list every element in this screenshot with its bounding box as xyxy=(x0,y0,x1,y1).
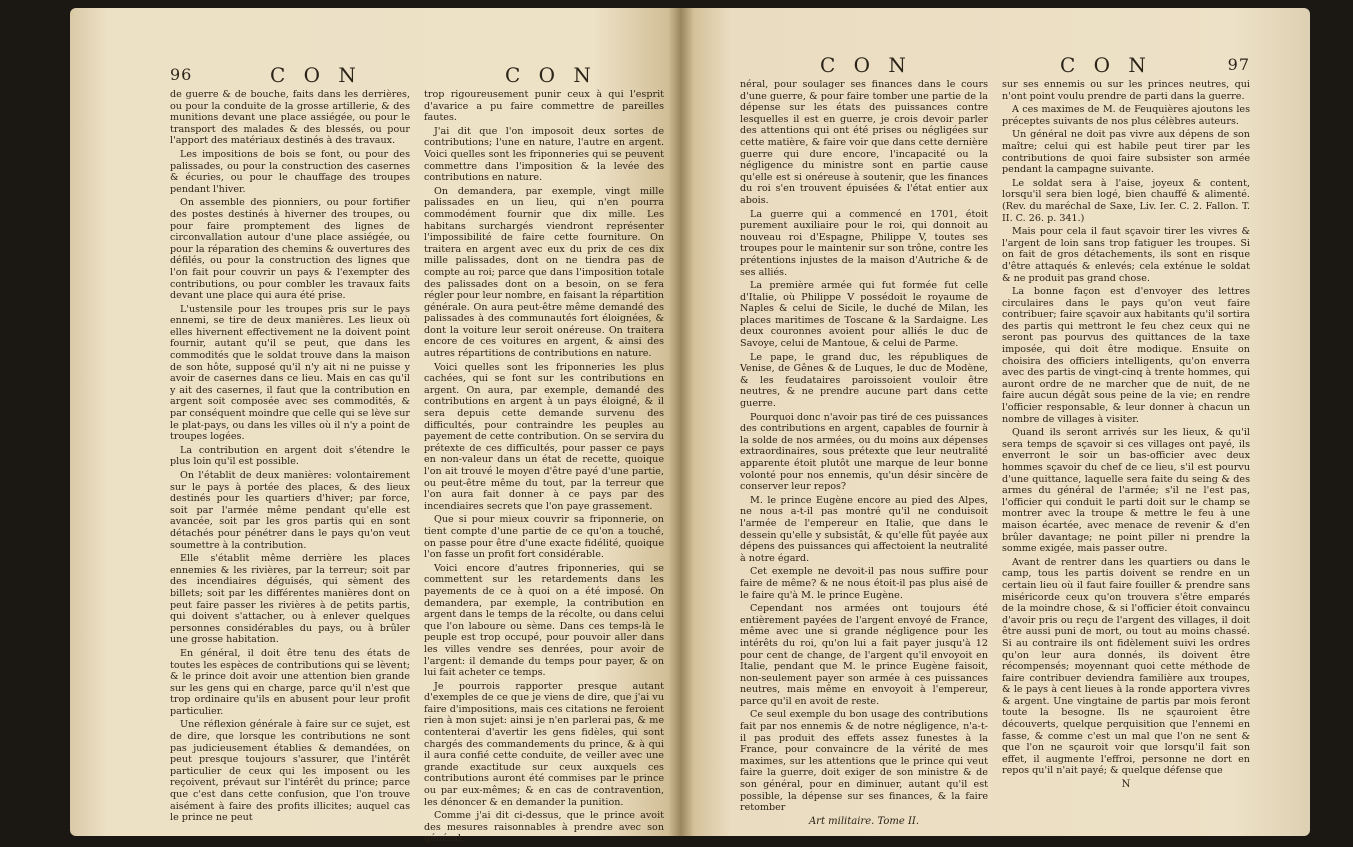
paragraph: Avant de rentrer dans les quartiers ou dans le camp, tous les partis doivent se rendre en un certain lieu où il faut faire fouiller & prendre sans miséricorde ceux qu'on trouvera s'être emparés de la moindre chose, & si l'officier étoit convaincu d'avoir pris ou reçu de l'argent des villages, il doit être aussi puni de mort, ou tout au moins chassé. Si au contraire ils ont fidèlement suivi les ordres qu'on leur aura donnés, ils doivent être récompensés; moyennant quoi cette méthode de faire contribuer deviendra familière aux troupes, & le pays à cent lieues à la ronde apportera vivres & argent. Une vingtaine de partis par mois feront toute la besogne. Ils ne sçauroient être découverts, quelque perquisition que l'ennemi en fasse, & comme c'est un mal que l'on ne sent & que l'on ne sçauroit voir que lorsqu'il fait son effet, il augmente l'effroi, personne ne dort en repos qu'il n'ait payé; & quelque défense que xyxy=(1002,556,1250,777)
left-running-head xyxy=(170,63,664,89)
paragraph: Comme j'ai dit ci-dessus, que le prince avoit des mesures raisonnables à prendre avec son général, xyxy=(424,810,664,845)
paragraph: M. le prince Eugène encore au pied des Alpes, ne nous a-t-il pas montré qu'il ne conduisoit l'armée de l'empereur en Italie, que dans le dessein qu'elle y subsistât, & qu'elle fût payée aux dépens des puissances qui affectoient la neutralité à notre égard. xyxy=(740,494,988,564)
paragraph: La première armée qui fut formée fut celle d'Italie, où Philippe V possédoit le royaume de Naples & celui de Sicile, le duché de Milan, les places maritimes de Toscane & la Sardaigne. Les deux couronnes avoient pour alliés le duc de Savoye, celui de Mantoue, & celui de Parme. xyxy=(740,280,988,350)
paragraph: néral, pour soulager ses finances dans le cours d'une guerre, & pour faire tomber une partie de la dépense sur les états des puissances contre lesquelles il est en guerre, je crois devoir parler des attentions qui ont été prises ou négligées sur cette matière, & faire voir que dans cette dernière guerre qui dure encore, l'incapacité ou la négligence du ministre sont en partie cause qu'elle est si onéreuse à soutenir, que les finances du roi s'en trouvent épuisées & l'état entier aux abois. xyxy=(740,79,988,206)
paragraph: Mais pour cela il faut sçavoir tirer les vivres & l'argent de loin sans trop fatiguer les troupes. Si on fait de gros détachements, ils sont en risque d'être attaqués & enlevés; cela exténue le soldat & ne produit pas grand chose. xyxy=(1002,226,1250,284)
paragraph: Pourquoi donc n'avoir pas tiré de ces puissances des contributions en argent, capables de fournir à la solde de nos armées, ou du moins aux dépenses extraordinaires, sous prétexte que leur neutralité apparente étoit plutôt une marque de leur bonne volonté pour nos ennemis, qu'un désir sincère de conserver leur repos? xyxy=(740,411,988,493)
paragraph: Elle s'établit même derrière les places ennemies & les rivières, par la terreur; soit par des incendiaires déguisés, qui sèment des billets; soit par les différentes manières dont on peut faire passer les rivières à de petits partis, qui doivent s'attacher, ou à enlever quelques personnes considérables du pays, ou à brûler une grosse habitation. xyxy=(170,553,410,646)
left-column-1 xyxy=(170,89,410,847)
left-column-2 xyxy=(424,89,664,847)
left-page xyxy=(70,8,680,845)
paragraph: Cependant nos armées ont toujours été entièrement payées de l'argent envoyé de France, même avec une si grande négligence pour les intérêts du roi, qu'on lui a fait payer jusqu'à 12 pour cent de change, de l'argent qu'il envoyoit en Italie, pendant que M. le prince Eugène faisoit, non-seulement payer son armée à ces puissances neutres, mais même en envoyoit à l'empereur, parce qu'il en avoit de reste. xyxy=(740,603,988,707)
paragraph: On l'établit de deux manières: volontairement sur le pays à portée des places, & des lieux destinés pour les quartiers d'hiver; par force, soit par l'armée même pendant qu'elle est avancée, soit par les gros partis qui en sont détachés pour pénétrer dans le pays qu'on veut soumettre à la contribution. xyxy=(170,470,410,551)
paragraph: La guerre qui a commencé en 1701, étoit purement auxiliaire pour le roi, qui donnoit au nouveau roi d'Espagne, Philippe V, toutes ses troupes pour le maintenir sur son trône, contre les prétentions injustes de la maison d'Autriche & de ses alliés. xyxy=(740,208,988,278)
right-head-word-1: C O N xyxy=(820,53,912,77)
paragraph: Voici encore d'autres friponneries, qui se commettent sur les retardements dans les payements de ce à quoi on a été imposé. On demandera, par exemple, la contribution en argent dans le temps de la récolte, ou dans celui que l'on laboure ou sème. Dans ces temps-là le peuple est trop occupé, pour pouvoir aller dans les villes vendre ses denrées, pour avoir de l'argent: il demande du temps pour payer, & on lui fait acheter ce temps. xyxy=(424,562,664,679)
left-head-word-1: C O N xyxy=(270,63,362,87)
paragraph: Un général ne doit pas vivre aux dépens de son maître; celui qui est habile peut tirer par les contributions de quoi faire subsister son armée pendant la campagne suivante. xyxy=(1002,129,1250,176)
paragraph: de guerre & de bouche, faits dans les derrières, ou pour la conduite de la grosse artillerie, & des munitions devant une place assiégée, ou pour le transport des malades & des blessés, ou pour l'apport des matériaux destinés à des travaux. xyxy=(170,89,410,147)
gutter-shadow xyxy=(668,8,694,836)
paragraph: trop rigoureusement punir ceux à qui l'esprit d'avarice a pu faire commettre de pareilles fautes. xyxy=(424,89,664,124)
paragraph: Que si pour mieux couvrir sa friponnerie, on tient compte d'une partie de ce qu'on a touché, on passe pour être d'une exacte fidélité, quoique l'on fasse un profit fort considérable. xyxy=(424,514,664,561)
footer-title: Art militaire. Tome II. xyxy=(808,815,920,827)
right-running-head xyxy=(740,53,1250,79)
paragraph: On assemble des pionniers, ou pour fortifier des postes destinés à hiverner des troupes, ou pour faire promptement des lignes de circonvallation autour d'une place assiégée, ou pour la réparation des chemins & ouvertures des défilés, ou pour la construction des lignes que l'on fait pour couvrir un pays & l'exempter des contributions, ou pour combler les travaux faits devant une place qui aura été prise. xyxy=(170,197,410,302)
right-head-word-2: C O N xyxy=(1060,53,1152,77)
paragraph: La bonne façon est d'envoyer des lettres circulaires dans le pays qu'on veut faire contribuer; faire sçavoir aux habitants qu'il sortira des partis qui mettront le feu chez ceux qui ne seront pas pourvus des quittances de la taxe imposée, qui doit être modique. Ensuite on choisira des officiers intelligents, qu'on enverra avec des partis de vingt-cinq à trente hommes, qui auront ordre de ne marcher que de nuit, de ne faire aucun dégât sous peine de la vie; en rendre l'officier responsable, & leur donner à chacun un nombre de villages à visiter. xyxy=(1002,286,1250,425)
paragraph: Une réflexion générale à faire sur ce sujet, est de dire, que lorsque les contributions ne sont pas judicieusement établies & demandées, on peut presque toujours s'assurer, que l'intérêt particulier de ceux qui les imposent ou les reçoivent, prévaut sur l'intérêt du prince; parce que c'est dans cette confusion, que l'on trouve aisément à faire des profits illicites; auquel cas le prince ne peut xyxy=(170,719,410,824)
open-book xyxy=(70,8,1310,845)
paragraph: Ce seul exemple du bon usage des contributions fait par nos ennemis & de notre négligence, n'a-t-il pas produit des effets assez funestes à la France, pour convaincre de la vérité de mes maximes, sur les attentions que le prince qui veut faire la guerre, doit exiger de son ministre & de son général, pour en diminuer, autant qu'il est possible, la dépense sur ses finances, & la faire retomber xyxy=(740,709,988,814)
left-head-word-2: C O N xyxy=(505,63,597,87)
paragraph: La contribution en argent doit s'étendre le plus loin qu'il est possible. xyxy=(170,444,410,468)
right-column-2-wrap xyxy=(1002,79,1250,827)
paragraph: J'ai dit que l'on imposoit deux sortes de contributions; l'une en nature, l'autre en argent. Voici quelles sont les friponneries qui se peuvent commettre dans l'imposition & la levée des contributions en nature. xyxy=(424,125,664,184)
right-column-1 xyxy=(740,79,988,814)
paragraph: Le pape, le grand duc, les républiques de Venise, de Gênes & de Luques, le duc de Modène, & les feudataires paroissoient vouloir être neutres, & ne prendre aucune part dans cette guerre. xyxy=(740,351,988,410)
right-page-number: 97 xyxy=(1227,55,1250,74)
paragraph: On demandera, par exemple, vingt mille palissades en un lieu, qui n'en pourra commodément fournir que dix mille. Les habitans surchargés viendront représenter l'impossibilité de faire cette fourniture. On traitera en argent avec eux du prix de ces dix mille palissades, dont on ne tiendra pas de compte au roi; parce que dans l'imposition totale des palissades dont on a besoin, on se fera régler pour leur nombre, en faisant la répartition générale. On aura peut-être même demandé des palissades à des communautés fort éloignées, & dont la voiture leur seroit onéreuse. On traitera encore de ces voitures en argent, & ainsi des autres répartitions de contributions en nature. xyxy=(424,185,664,360)
paragraph: Cet exemple ne devoit-il pas nous suffire pour faire de même? & ne nous étoit-il pas plus aisé de le faire qu'à M. le prince Eugène. xyxy=(740,566,988,601)
right-page xyxy=(680,8,1310,836)
paragraph: Quand ils seront arrivés sur les lieux, & qu'il sera temps de sçavoir si ces villages ont payé, ils enverront le soir un bas-officier avec deux hommes sçavoir du chef de ce lieu, s'il est pourvu d'une quittance, laquelle sera faite du seing & des armes du général de l'armée; s'il ne l'est pas, l'officier qui conduit le parti doit sur le champ se montrer avec la troupe & mettre le feu à une maison écartée, avec menace de revenir & d'en brûler davantage; ne point piller ni prendre la somme exigée, mais passer outre. xyxy=(1002,427,1250,555)
paragraph: Les impositions de bois se font, ou pour des palissades, ou pour la construction des casernes & écuries, ou pour le chauffage des troupes pendant l'hiver. xyxy=(170,148,410,195)
left-page-number: 96 xyxy=(170,65,193,84)
paragraph: Le soldat sera à l'aise, joyeux & content, lorsqu'il sera bien logé, bien chauffé & alimenté. (Rev. du maréchal de Saxe, Liv. Ier. C. 2. Fallon. T. II. C. 26. p. 341.) xyxy=(1002,177,1250,224)
paragraph: sur ses ennemis ou sur les princes neutres, qui n'ont point voulu prendre de parti dans la guerre. xyxy=(1002,79,1250,102)
paragraph: Voici quelles sont les friponneries les plus cachées, qui se font sur les contributions en argent. On aura, par exemple, demandé des contributions en argent à un pays éloigné, & il sera depuis cette demande survenu des difficultés, pour contraindre les peuples au payement de cette contribution. On se servira du prétexte de ces difficultés, pour passer ce pays en non-valeur dans un état de recette, quoique l'on ait trouvé le moyen d'être payé d'une partie, ou peut-être même du tout, par la terreur que l'on aura fait donner à ce pays par des incendiaires secrets que l'on paye grassement. xyxy=(424,361,664,512)
paragraph: Je pourrois rapporter presque autant d'exemples de ce que je viens de dire, que j'ai vu faire d'impositions, mais ces citations ne feroient rien à mon sujet: ainsi je n'en parlerai pas, & me contenterai d'avertir les gens fidèles, qui sont chargés des commandements du prince, & à qui il aura confié cette conduite, de veiller avec une grande exactitude sur ceux auxquels ces contributions auront été commises par le prince ou par eux-mêmes; & en cas de contravention, les dénoncer & en demander la punition. xyxy=(424,680,664,808)
signature-mark: N xyxy=(1121,779,1131,791)
right-column-2 xyxy=(1002,79,1250,777)
paragraph: En général, il doit être tenu des états de toutes les espèces de contributions qui se lèvent; & le prince doit avoir une attention bien grande sur les gens qui en charge, parce qu'il n'est que trop ordinaire qu'ils en abusent pour leur profit particulier. xyxy=(170,647,410,717)
paragraph: L'ustensile pour les troupes pris sur le pays ennemi, se tire de deux manières. Les lieux où elles hivernent effectivement ne la doivent point fournir, autant qu'il se peut, que dans les commodités que le soldat trouve dans la maison de son hôte, supposé qu'il n'y ait ni ne puisse y avoir de casernes dans ce lieu. Mais en cas qu'il y ait des casernes, il faut que la contribution en argent soit composée avec ses commodités, & par conséquent moindre que celle qui se lève sur le plat-pays, ou dans les villes où il n'y a point de troupes logées. xyxy=(170,303,410,443)
right-column-1-wrap xyxy=(740,79,988,827)
paragraph: A ces maximes de M. de Feuquières ajoutons les préceptes suivants de nos plus célèbres auteurs. xyxy=(1002,104,1250,127)
